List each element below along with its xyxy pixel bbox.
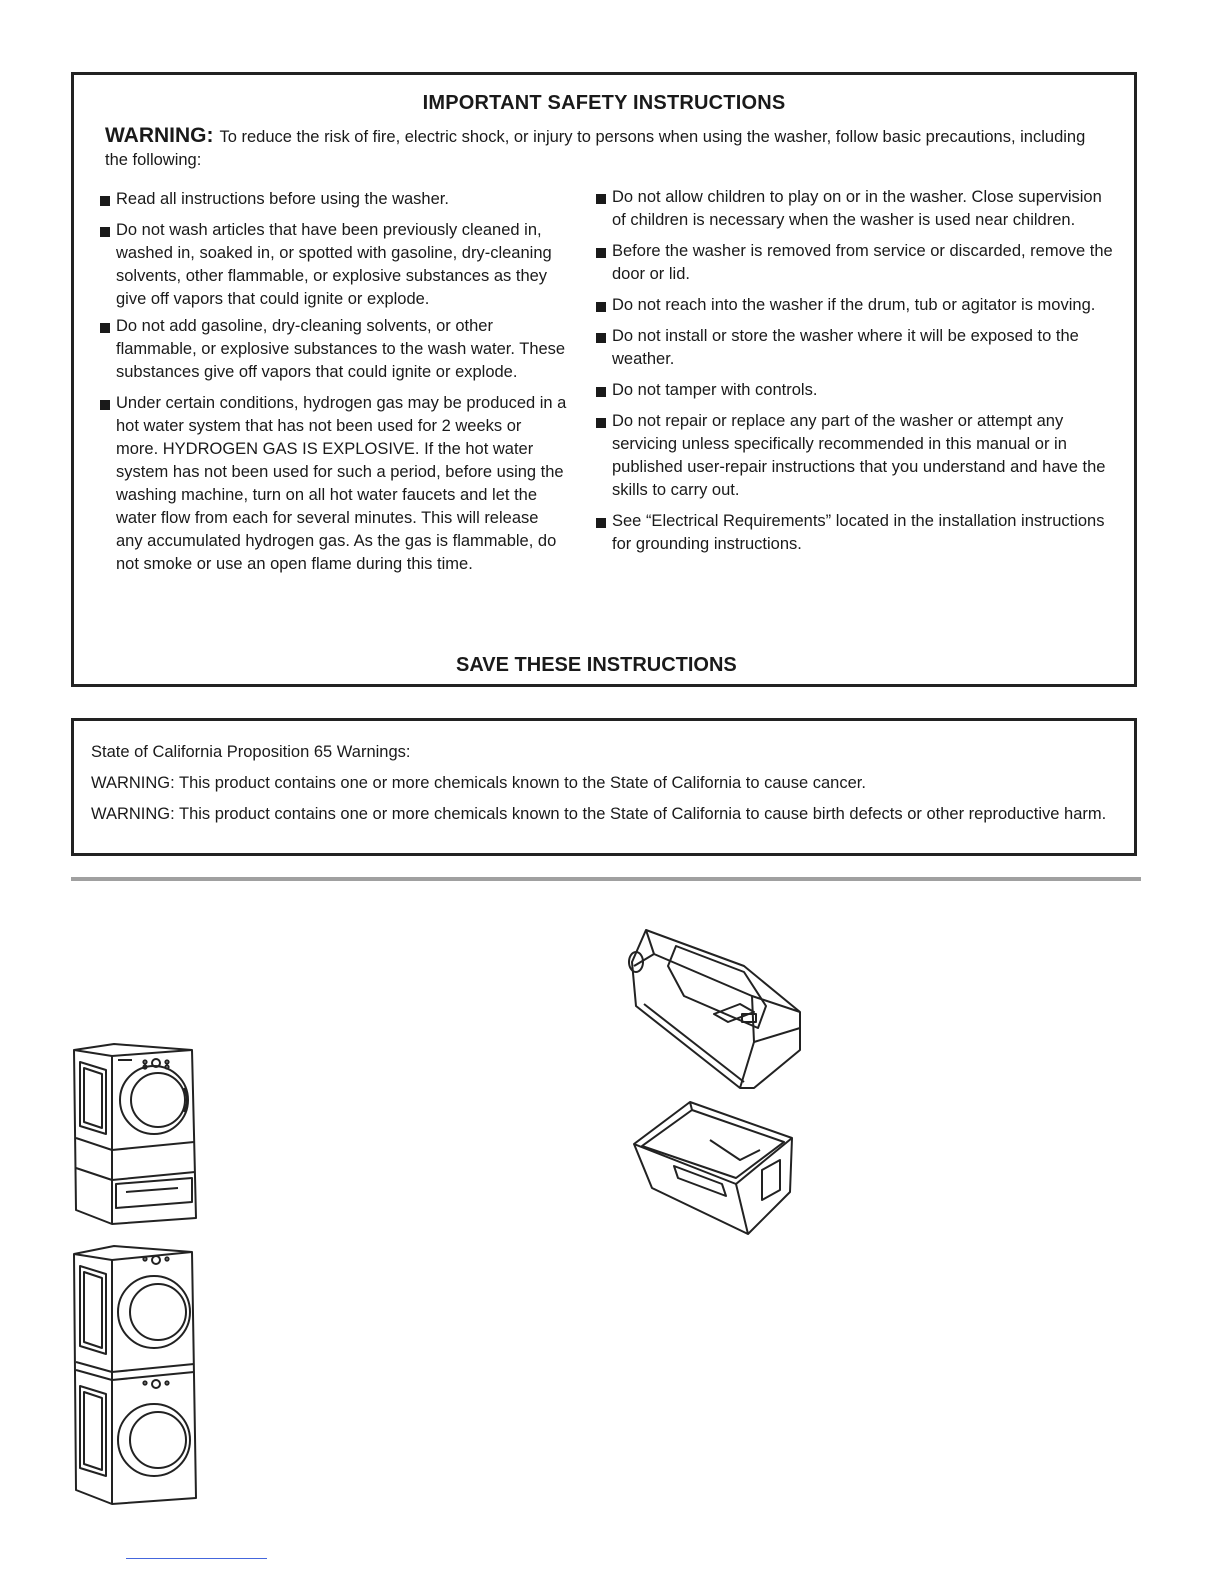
safety-instructions-box	[71, 72, 1137, 687]
save-instructions-title: SAVE THESE INSTRUCTIONS	[456, 654, 737, 676]
instruction-item: Do not wash articles that have been previously cleaned in, washed in, soaked in, or spotted with gasoline, dry-cleaning solvents, other flammable, or explosive substances as they give off vapors that could ignite or explode.	[98, 219, 568, 311]
square-bullet-icon	[100, 400, 110, 410]
square-bullet-icon	[596, 418, 606, 428]
prop65-heading: State of California Proposition 65 Warnings:	[91, 743, 411, 761]
washer-on-pedestal-illustration	[68, 1042, 200, 1226]
instruction-item: Do not reach into the washer if the drum, tub or agitator is moving.	[594, 294, 1114, 317]
square-bullet-icon	[100, 323, 110, 333]
square-bullet-icon	[100, 196, 110, 206]
square-bullet-icon	[596, 194, 606, 204]
detergent-dispenser-case-illustration	[624, 924, 806, 1092]
instruction-item: Do not repair or replace any part of the washer or attempt any servicing unless specifically recommended in this manual or in published user-repair instructions that you understand and have the skills to carry out.	[594, 410, 1114, 502]
square-bullet-icon	[596, 387, 606, 397]
square-bullet-icon	[596, 248, 606, 258]
instruction-item: Before the washer is removed from service or discarded, remove the door or lid.	[594, 240, 1114, 286]
instruction-item: Do not tamper with controls.	[594, 379, 1114, 402]
instruction-item: Do not allow children to play on or in the washer. Close supervision of children is necessary when the washer is used near children.	[594, 186, 1114, 232]
prop65-cancer-warning: WARNING: This product contains one or more chemicals known to the State of California to cause cancer.	[91, 774, 866, 792]
square-bullet-icon	[100, 227, 110, 237]
prop65-birth-defects-warning: WARNING: This product contains one or more chemicals known to the State of California to cause birth defects or other reproductive harm.	[91, 805, 1107, 823]
footer-link-underline	[126, 1558, 267, 1559]
square-bullet-icon	[596, 333, 606, 343]
stacked-washer-dryer-illustration	[68, 1244, 200, 1506]
instruction-item: Do not add gasoline, dry-cleaning solvents, or other flammable, or explosive substances to the wash water. These substances give off vapors that could ignite or explode.	[98, 315, 568, 384]
section-divider	[71, 877, 1141, 881]
safety-title: IMPORTANT SAFETY INSTRUCTIONS	[422, 92, 786, 114]
warning-text: To reduce the risk of fire, electric shock, or injury to persons when using the washer, follow basic precautions, including the following:	[105, 128, 1086, 169]
tray-illustration	[630, 1100, 800, 1238]
warning-label: WARNING:	[105, 124, 214, 147]
left-instruction-column	[98, 188, 568, 576]
instruction-item: Under certain conditions, hydrogen gas may be produced in a hot water system that has not been used for 2 weeks or more. HYDROGEN GAS IS EXPLOSIVE. If the hot water system has not been used for such a period, before using the washing machine, turn on all hot water faucets and let the water flow from each for several minutes. This will release any accumulated hydrogen gas. As the gas is flammable, do not smoke or use an open flame during this time.	[98, 392, 568, 576]
warning-intro	[105, 124, 1105, 172]
instruction-item: See “Electrical Requirements” located in the installation instructions for grounding instructions.	[594, 510, 1114, 556]
square-bullet-icon	[596, 518, 606, 528]
instruction-item: Do not install or store the washer where it will be exposed to the weather.	[594, 325, 1114, 371]
prop65-warning-box	[71, 718, 1137, 856]
right-instruction-column	[594, 186, 1114, 556]
instruction-item: Read all instructions before using the washer.	[98, 188, 568, 211]
square-bullet-icon	[596, 302, 606, 312]
